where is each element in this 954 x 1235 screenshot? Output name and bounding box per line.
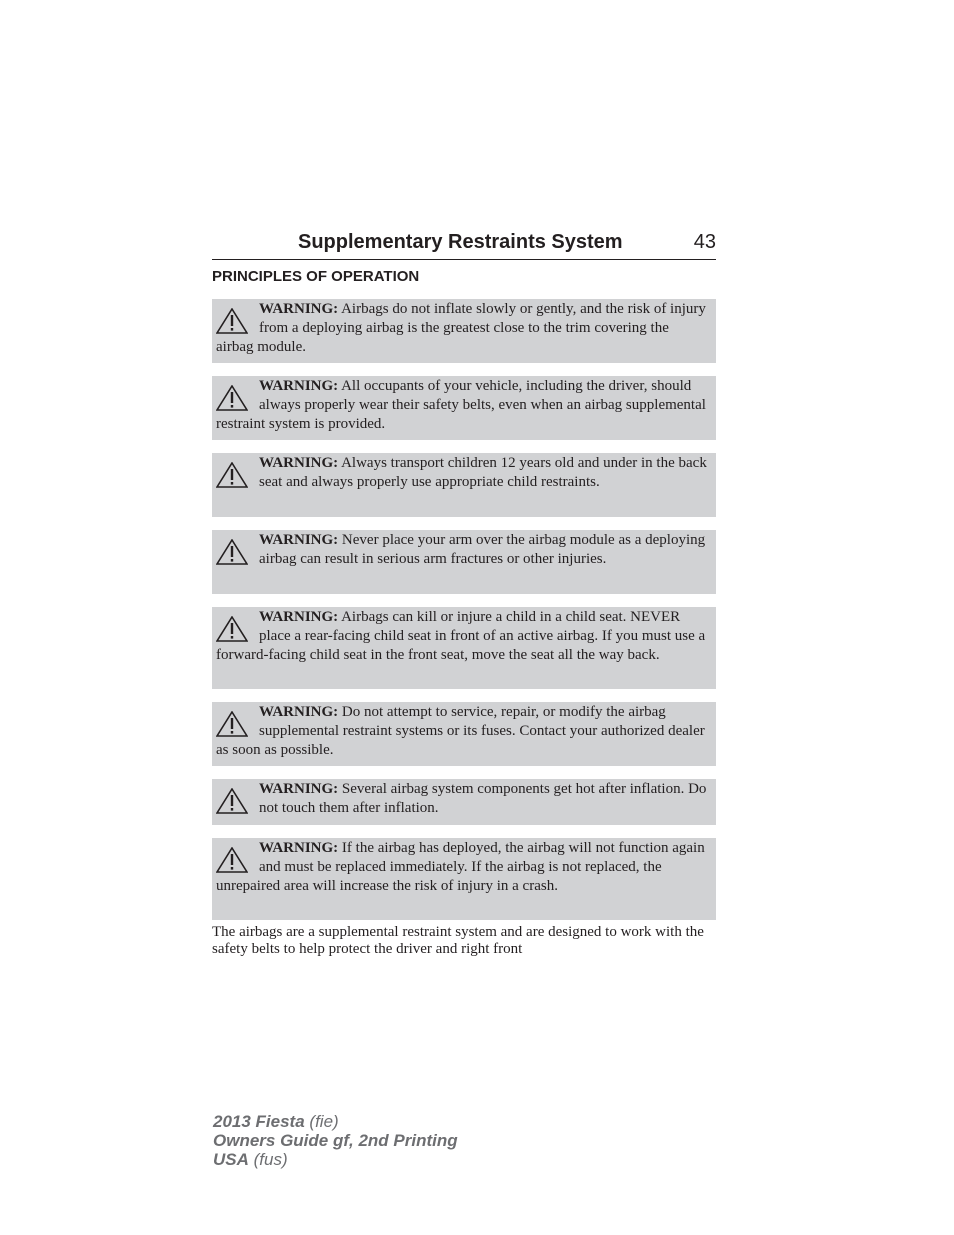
warning-body: Several airbag system components get hot after inflation. Do not touch them after inflation. (259, 781, 707, 816)
warning-label: WARNING: (259, 609, 339, 625)
warning-box-1 (212, 299, 716, 363)
chapter-title: Supplementary Restraints System (298, 231, 623, 253)
footer-market: USA (213, 1150, 249, 1169)
warning-text (216, 377, 708, 434)
warning-text (216, 780, 708, 818)
warning-body: Airbags can kill or injure a child in a child seat. NEVER place a rear-facing child seat in front of an active airbag. If you must use a forward-facing child seat in the front seat, move the seat all the way back. (216, 609, 706, 663)
warning-text (216, 531, 708, 569)
warning-body: Never place your arm over the airbag module as a deploying airbag can result in serious arm fractures or other injuries. (259, 532, 706, 567)
footer (213, 1112, 458, 1169)
footer-guide: Owners Guide gf, 2nd Printing (213, 1131, 458, 1150)
warning-text (216, 454, 708, 492)
warning-label: WARNING: (259, 301, 339, 317)
warning-box-4 (212, 530, 716, 594)
warning-body: Do not attempt to service, repair, or modify the airbag supplemental restraint systems or its fuses. Contact your authorized dealer as soon as possible. (216, 704, 705, 758)
warning-text (216, 839, 708, 896)
footer-model-code: (fie) (304, 1112, 339, 1131)
warning-label: WARNING: (259, 378, 339, 394)
warning-box-8 (212, 838, 716, 920)
warning-body: All occupants of your vehicle, including the driver, should always properly wear their safety belts, even when an airbag supplemental restraint system is provided. (216, 378, 706, 432)
warning-box-5 (212, 607, 716, 689)
footer-model: 2013 Fiesta (213, 1112, 305, 1131)
footer-line-model (213, 1112, 458, 1131)
warning-label: WARNING: (259, 840, 339, 856)
warning-body: Always transport children 12 years old and under in the back seat and always properly use appropriate child restraints. (259, 455, 707, 490)
body-paragraph: The airbags are a supplemental restraint system and are designed to work with the safety belts to help protect the driver and right front (212, 924, 704, 957)
warning-label: WARNING: (259, 781, 339, 797)
warning-label: WARNING: (259, 532, 339, 548)
warning-box-3 (212, 453, 716, 517)
warning-label: WARNING: (259, 455, 339, 471)
warning-box-7 (212, 779, 716, 825)
warning-body: Airbags do not inflate slowly or gently, and the risk of injury from a deploying airbag is the greatest close to the trim covering the airbag module. (216, 301, 706, 355)
footer-line-guide (213, 1131, 458, 1150)
warning-box-2 (212, 376, 716, 440)
footer-line-market (213, 1150, 458, 1169)
page-header (212, 229, 716, 260)
page-number: 43 (693, 231, 716, 253)
warning-text (216, 608, 708, 665)
footer-market-code: (fus) (248, 1150, 288, 1169)
section-heading: PRINCIPLES OF OPERATION (212, 268, 420, 285)
warning-text (216, 300, 708, 357)
warning-body: If the airbag has deployed, the airbag will not function again and must be replaced immediately. If the airbag is not replaced, the unrepaired area will increase the risk of injury in a crash. (216, 840, 705, 894)
warning-text (216, 703, 708, 760)
warning-label: WARNING: (259, 704, 339, 720)
warning-box-6 (212, 702, 716, 766)
